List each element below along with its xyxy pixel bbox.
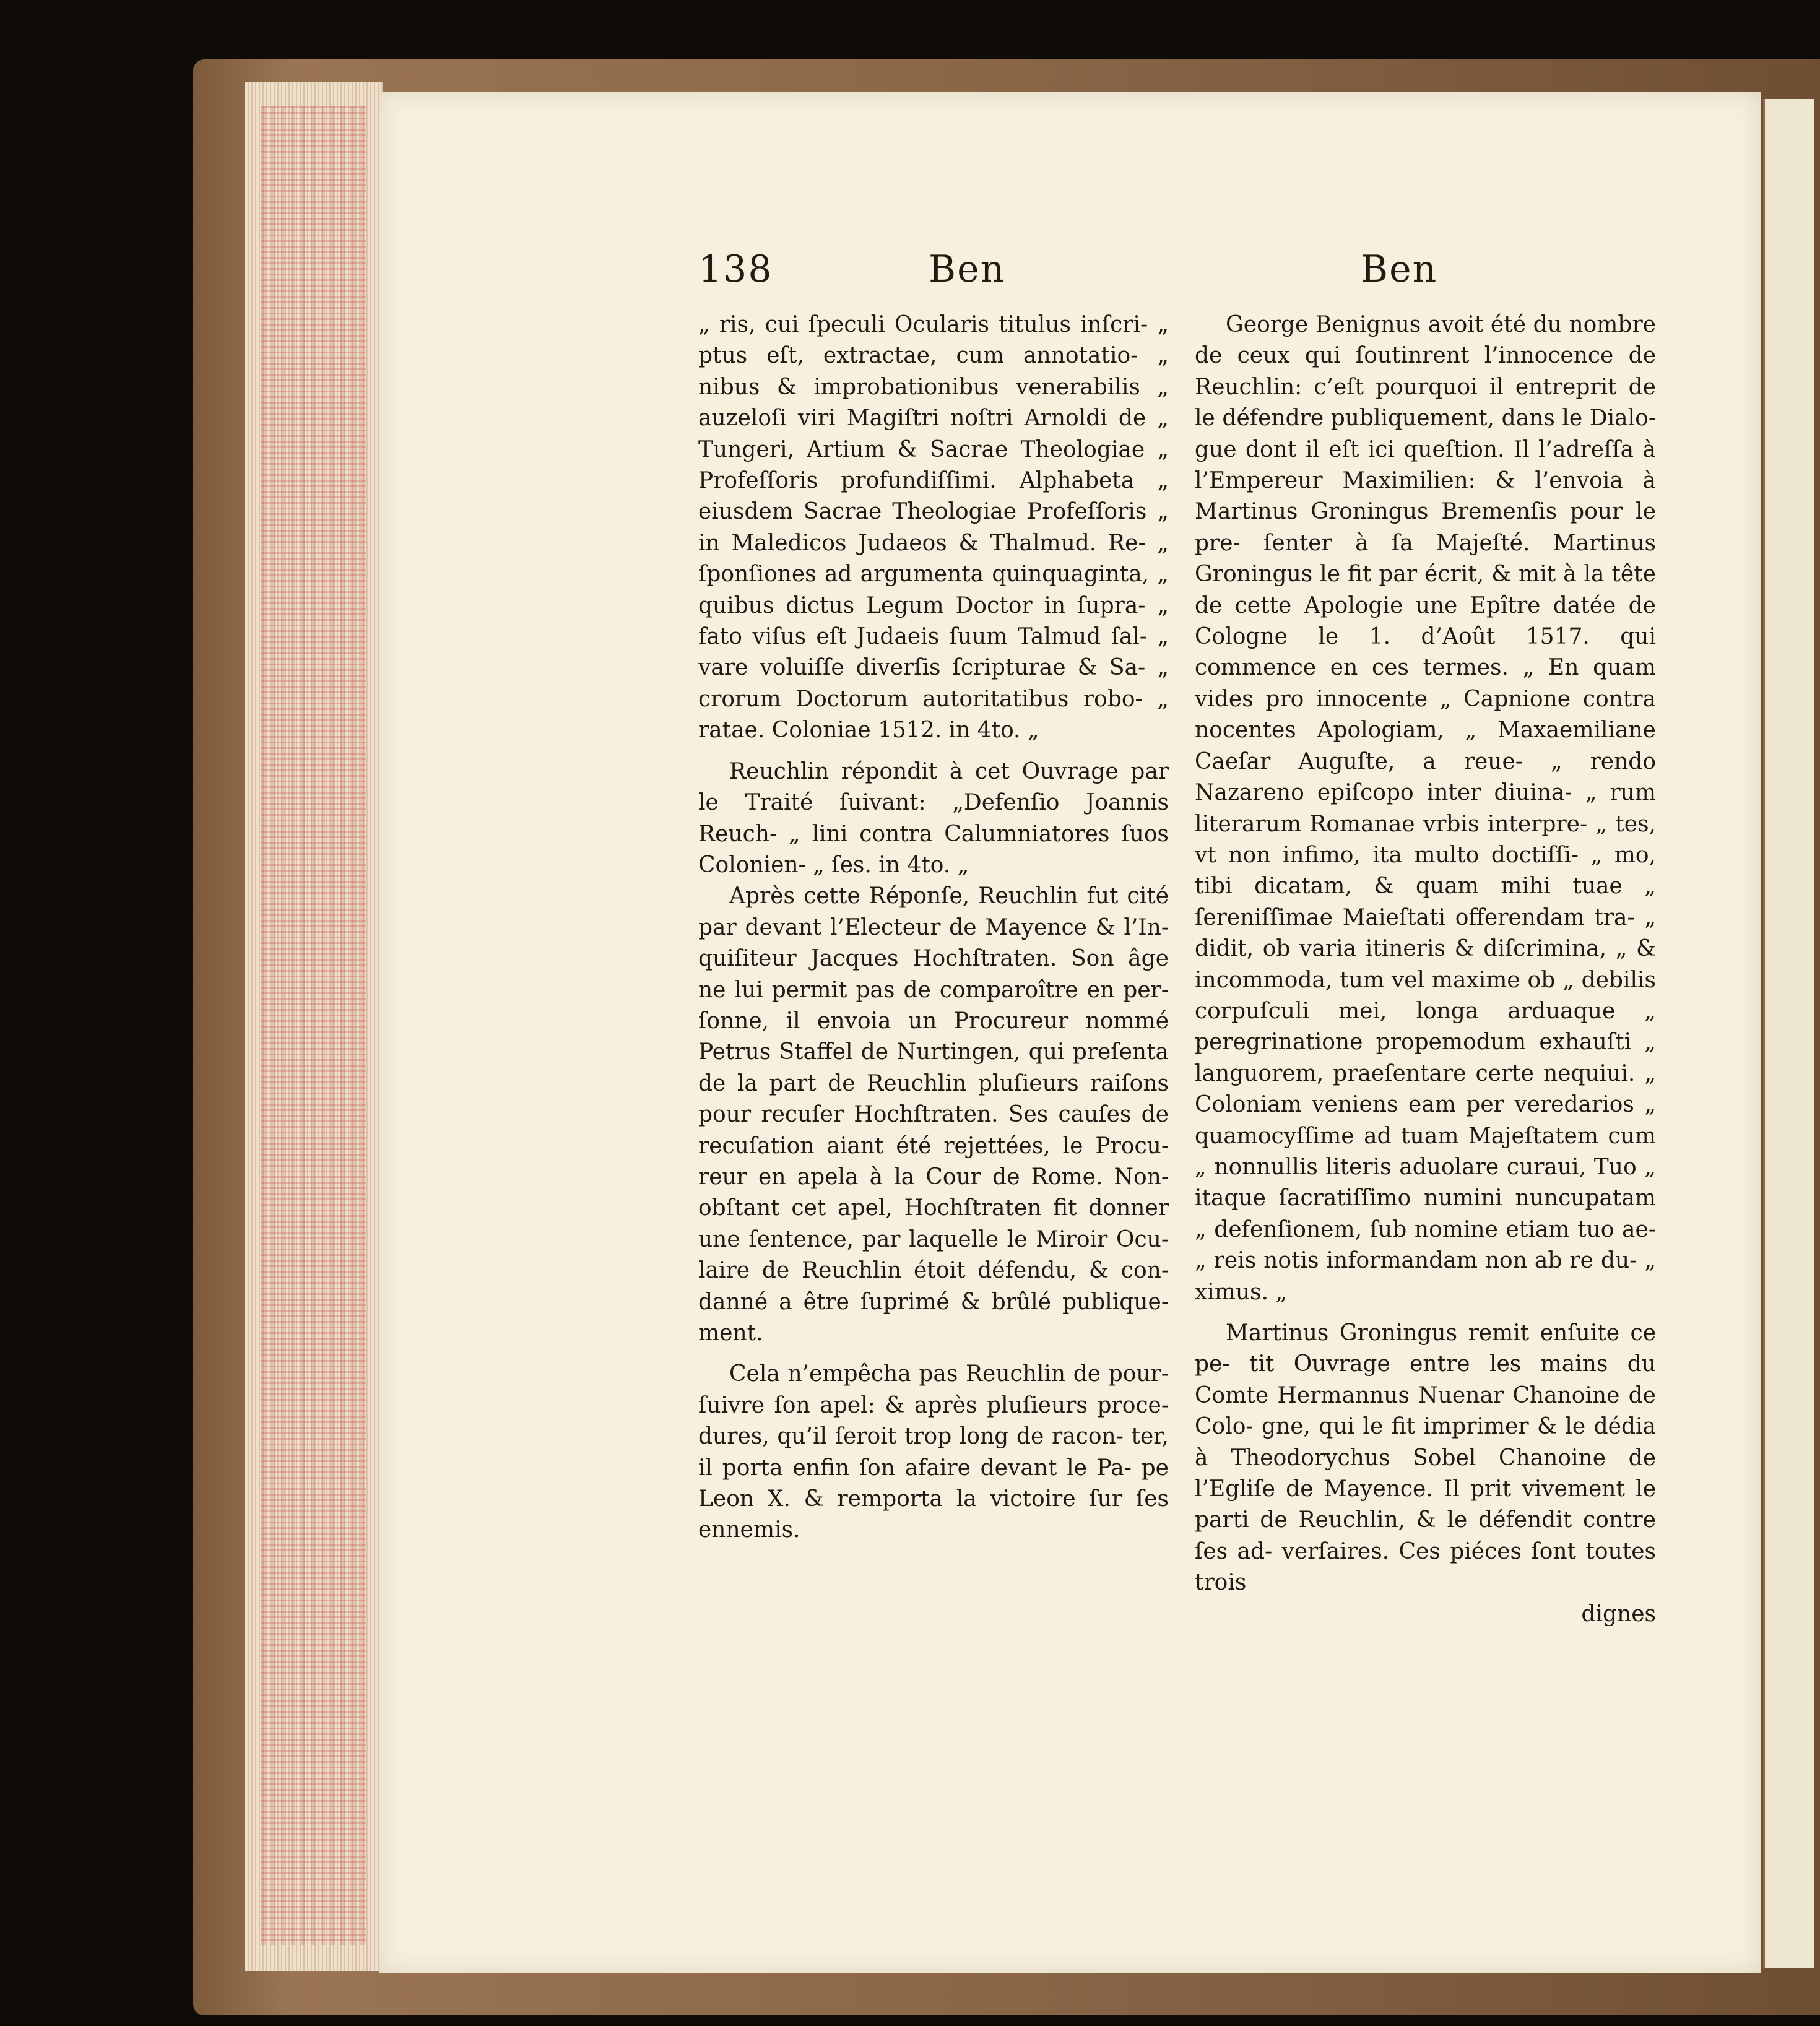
page-number: 138: [698, 248, 773, 291]
left-column: [698, 310, 1169, 1671]
paragraph-groningus: Martinus Groningus remit enſuite ce pe- tit Ouvrage entre les mains du Comte Hermannus Nuenar Chanoine de Colo- gne, qui le fit imprimer & le dédia à Theodorychus Sobel Chanoine de l’Egliſe de Mayence. Il prit vivement le parti de Reuchlin, & le défendit contre ſes ad- verſaires. Ces piéces ſont toutes trois: [1195, 1320, 1656, 1596]
paragraph-reuchlin-reply: Reuchlin répondit à cet Ouvrage par le Traité ſuivant: „Defenſio Joannis Reuch- „ lini contra Calumniatores ſuos Colonien- „ ſes. in 4to. „: [698, 758, 1169, 878]
catchword: dignes: [1581, 1601, 1656, 1627]
paragraph-benignus: George Benignus avoit été du nombre de ceux qui ſoutinrent l’innocence de Reuchlin: c’eſt pourquoi il entreprit de le défendre publiquement, dans le Dialo- gue dont il eſt ici queſtion. Il l’adreſſa à l’Empereur Maximilien: & l’envoia à Martinus Groningus Bremenſis pour le pre- ſenter à ſa Majeſté. Martinus Groningus le fit par écrit, & mit à la tête de cette Apologie une Epître datée de Cologne le 1. d’Août 1517. qui commence en ces termes. „ En quam vides pro innocente „ Capnione contra nocentes Apologiam, „ Maxaemiliane Caeſar Auguſte, a reue- „ rendo Nazareno epiſcopo inter diuina- „ rum literarum Romanae vrbis interpre- „ tes, vt non infimo, ita multo doctiſſi- „ mo, tibi dicatam, & quam mihi tuae „ ſereniſſimae Maieſtati offerendam tra- „ didit, ob varia itineris & diſcrimina, „ & incommoda, tum vel maxime ob „ debilis corpuſculi mei, longa arduaque „ peregrinatione propemodum exhauſti „ languorem, praeſentare certe nequiui. „ Coloniam veniens eam per veredarios „ quamocyſſime ad tuam Majeſtatem cum „ nonnullis literis aduolare curaui, Tuo „ itaque ſacratiſſimo numini nuncupatam „ defenſionem, ſub nomine etiam tuo ae- „ reis notis informandam non ab re du- „ ximus. „: [1195, 312, 1656, 1305]
right-column: [1195, 310, 1656, 1671]
facing-page-edge: [1763, 99, 1814, 1968]
running-head-left: Ben: [929, 248, 1006, 291]
quote-continuation: „ ris, cui ſpeculi Ocularis titulus inſcri- „ ptus eſt, extractae, cum annotatio- „ nibus & improbationibus venerabilis „ auzeloſi viri Magiſtri noſtri Arnoldi de „ Tungeri, Artium & Sacrae Theologiae „ Profeſſoris profundiſſimi. Alphabeta „ eiusdem Sacrae Theologiae Profeſſoris „ in Maledicos Judaeos & Thalmud. Re- „ ſponſiones ad argumenta quinquaginta, „ quibus dictus Legum Doctor in ſupra- „ fato viſus eſt Judaeis ſuum Talmud ſal- „ vare voluiſſe diverſis ſcripturae & Sa- „ crorum Doctorum autoritatibus robo- „ ratae. Coloniae 1512. in 4to. „: [698, 312, 1169, 743]
running-head-right: Ben: [1361, 248, 1438, 291]
sprinkled-page-edges: [245, 82, 383, 1971]
paragraph-after-reply: Après cette Réponſe, Reuchlin fut cité par devant l’Electeur de Mayence & l’In- quiſiteur Jacques Hochſtraten. Son âge ne lui permit pas de comparoître en per- ſonne, il envoia un Procureur nommé Petrus Staffel de Nurtingen, qui preſenta de la part de Reuchlin pluſieurs raiſons pour recuſer Hochſtraten. Ses cauſes de recuſation aiant été rejettées, le Procu- reur en apela à la Cour de Rome. Non- obſtant cet apel, Hochſtraten fit donner une ſentence, par laquelle le Miroir Ocu- laire de Reuchlin étoit défendu, & con- danné a être ſuprimé & brûlé publique- ment.: [698, 883, 1169, 1346]
paragraph-appeal: Cela n’empêcha pas Reuchlin de pour- ſuivre ſon apel: & après pluſieurs proce- dures, qu’il ſeroit trop long de racon- ter, il porta enfin ſon afaire devant le Pa- pe Leon X. & remporta la victoire ſur ſes ennemis.: [698, 1361, 1169, 1543]
